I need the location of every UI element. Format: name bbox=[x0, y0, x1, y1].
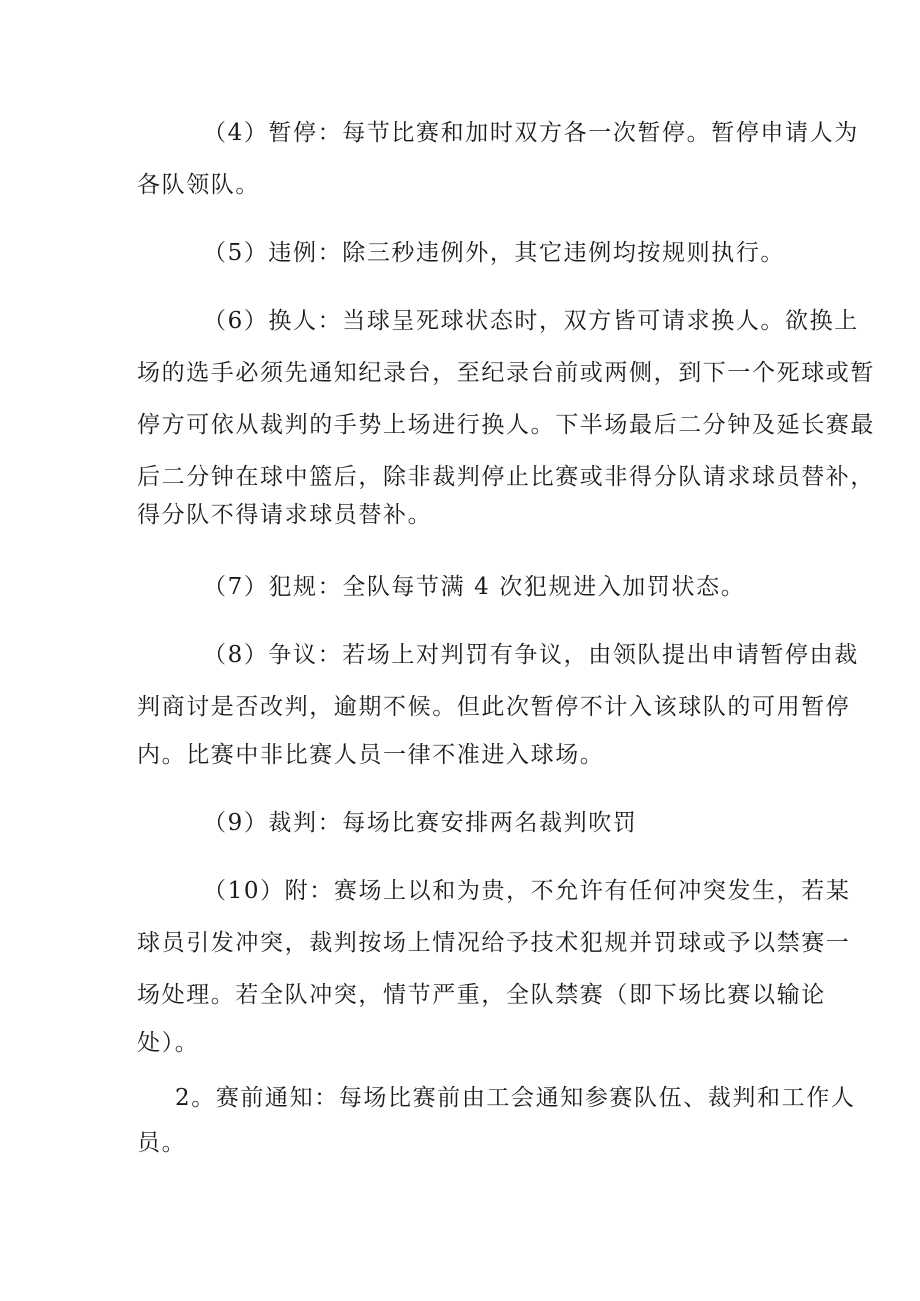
para-8-line-1: （8）争议：若场上对判罚有争议，由领队提出申请暂停由裁 bbox=[203, 642, 859, 668]
para-4-line-1: （4）暂停：每节比赛和加时双方各一次暂停。暂停申请人为 bbox=[203, 120, 859, 146]
para-6-line-2: 场的选手必须先通知纪录台，至纪录台前或两侧，到下一个死球或暂 bbox=[137, 360, 875, 386]
section-2-line-2: 员。 bbox=[137, 1130, 187, 1156]
para-8-line-3: 内。比赛中非比赛人员一律不准进入球场。 bbox=[137, 742, 605, 768]
para-6-line-1: （6）换人：当球呈死球状态时，双方皆可请求换人。欲换上 bbox=[203, 308, 859, 334]
para-10-line-4: 处）。 bbox=[137, 1030, 200, 1056]
section-2-line-1: 2。赛前通知：每场比赛前由工会通知参赛队伍、裁判和工作人 bbox=[175, 1085, 856, 1111]
para-4-line-2: 各队领队。 bbox=[137, 172, 260, 198]
para-10-line-2: 球员引发冲突，裁判按场上情况给予技术犯规并罚球或予以禁赛一 bbox=[137, 930, 851, 956]
para-10-line-1: （10）附：赛场上以和为贵，不允许有任何冲突发生，若某 bbox=[203, 878, 851, 904]
para-8-line-2: 判商讨是否改判，逾期不候。但此次暂停不计入该球队的可用暂停 bbox=[137, 694, 851, 720]
para-9-line-1: （9）裁判：每场比赛安排两名裁判吹罚 bbox=[203, 810, 638, 836]
para-6-line-4: 后二分钟在球中篮后，除非裁判停止比赛或非得分队请求球员替补， bbox=[137, 464, 875, 490]
para-5-line-1: （5）违例：除三秒违例外，其它违例均按规则执行。 bbox=[203, 240, 786, 266]
para-6-line-3: 停方可依从裁判的手势上场进行换人。下半场最后二分钟及延长赛最 bbox=[137, 412, 875, 438]
para-7-line-1: （7）犯规：全队每节满 4 次犯规进入加罚状态。 bbox=[203, 574, 746, 600]
para-10-line-3: 场处理。若全队冲突，情节严重，全队禁赛（即下场比赛以输论 bbox=[137, 982, 826, 1008]
para-6-line-5: 得分队不得请求球员替补。 bbox=[137, 502, 433, 528]
